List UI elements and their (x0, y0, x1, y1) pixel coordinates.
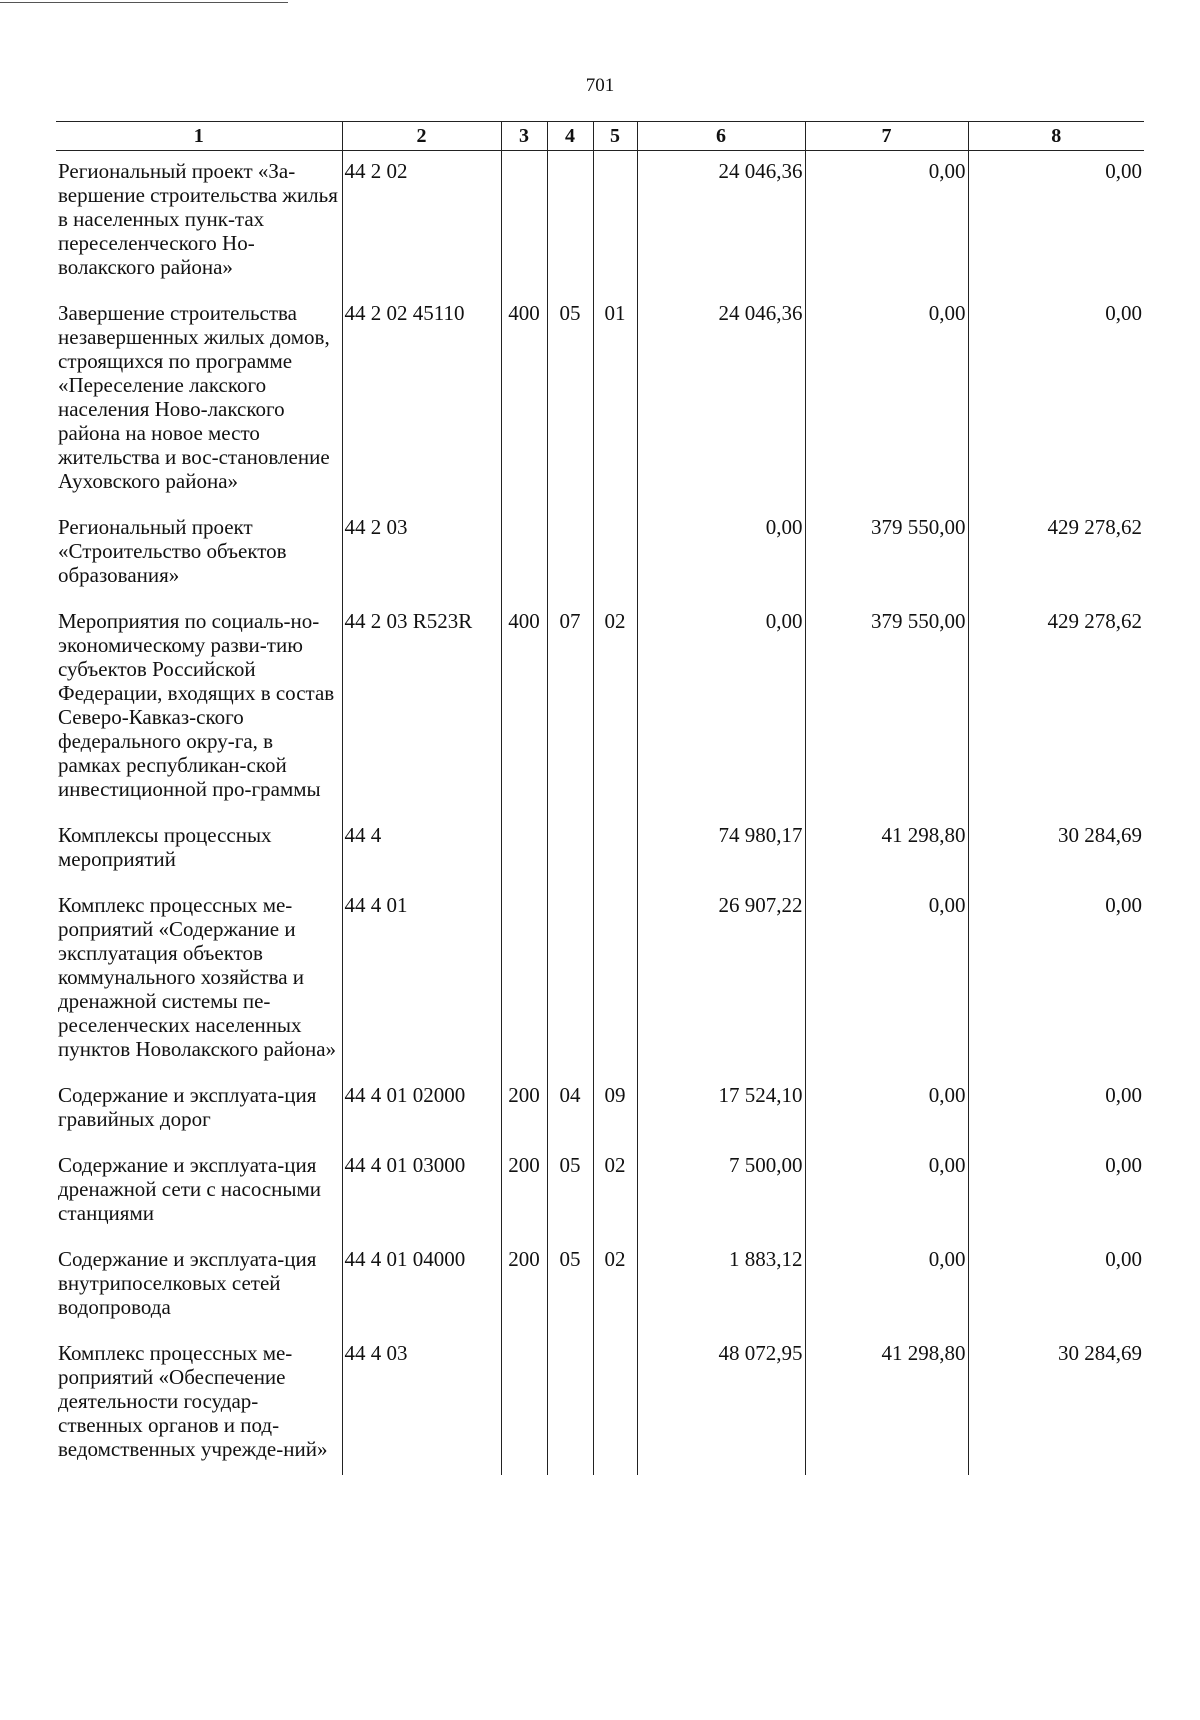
row-code: 44 4 01 03000 (342, 1153, 501, 1247)
row-value-6: 74 980,17 (637, 823, 805, 893)
row-value-8: 0,00 (968, 151, 1144, 302)
row-value-7: 0,00 (805, 151, 968, 302)
row-col-5: 09 (593, 1083, 637, 1153)
row-code: 44 4 03 (342, 1341, 501, 1475)
row-value-7: 0,00 (805, 301, 968, 515)
row-code: 44 4 (342, 823, 501, 893)
row-col-5 (593, 893, 637, 1083)
top-rule (0, 2, 288, 3)
row-code: 44 2 02 45110 (342, 301, 501, 515)
row-col-4: 05 (547, 1153, 593, 1247)
row-col-5: 01 (593, 301, 637, 515)
table-row (56, 151, 1144, 302)
row-col-3 (501, 823, 547, 893)
row-value-7: 41 298,80 (805, 1341, 968, 1475)
table-row (56, 1153, 1144, 1247)
row-value-6: 1 883,12 (637, 1247, 805, 1341)
row-col-4 (547, 515, 593, 609)
row-value-6: 0,00 (637, 515, 805, 609)
row-value-8: 0,00 (968, 1153, 1144, 1247)
row-col-4: 07 (547, 609, 593, 823)
row-name: Содержание и эксплуата-ция гравийных дорог (58, 1083, 317, 1131)
table-row (56, 893, 1144, 1083)
row-value-7: 0,00 (805, 1083, 968, 1153)
row-col-3: 400 (501, 301, 547, 515)
table-header-row (56, 122, 1144, 151)
row-value-6: 26 907,22 (637, 893, 805, 1083)
row-name: Комплекс процессных ме-роприятий «Содержание и эксплуатация объектов коммунального хозяйства и дренажной системы пе-реселенческих населенных пунктов Новолакского района» (58, 893, 337, 1061)
table-row (56, 1341, 1144, 1475)
row-name: Содержание и эксплуата-ция дренажной сети с насосными станциями (58, 1153, 322, 1225)
row-col-3 (501, 893, 547, 1083)
row-col-3: 400 (501, 609, 547, 823)
row-value-8: 0,00 (968, 301, 1144, 515)
row-col-4 (547, 1341, 593, 1475)
row-value-8: 0,00 (968, 1083, 1144, 1153)
table-row (56, 515, 1144, 609)
column-header-3: 3 (501, 122, 547, 151)
row-name: Комплексы процессных мероприятий (58, 823, 272, 871)
row-value-6: 7 500,00 (637, 1153, 805, 1247)
row-col-5: 02 (593, 1247, 637, 1341)
row-name: Комплекс процессных ме-роприятий «Обеспечение деятельности государ-ственных органов и под-ведомственных учрежде-ний» (58, 1341, 328, 1461)
row-value-7: 41 298,80 (805, 823, 968, 893)
row-code: 44 2 02 (342, 151, 501, 302)
column-header-5: 5 (593, 122, 637, 151)
row-col-5 (593, 515, 637, 609)
row-value-7: 379 550,00 (805, 515, 968, 609)
column-header-6: 6 (637, 122, 805, 151)
row-code: 44 4 01 02000 (342, 1083, 501, 1153)
row-col-3: 200 (501, 1247, 547, 1341)
table-row (56, 823, 1144, 893)
row-col-5 (593, 1341, 637, 1475)
column-header-2: 2 (342, 122, 501, 151)
row-name: Региональный проект «За-вершение строительства жилья в населенных пунк-тах переселенческого Но-волакского района» (58, 159, 338, 279)
row-col-4 (547, 893, 593, 1083)
row-value-7: 0,00 (805, 893, 968, 1083)
table-row (56, 301, 1144, 515)
row-value-6: 48 072,95 (637, 1341, 805, 1475)
row-value-7: 0,00 (805, 1247, 968, 1341)
column-header-7: 7 (805, 122, 968, 151)
table-row (56, 1083, 1144, 1153)
column-header-1: 1 (56, 122, 342, 151)
page-number: 701 (585, 75, 615, 96)
row-col-3 (501, 515, 547, 609)
row-value-8: 0,00 (968, 1247, 1144, 1341)
row-col-5 (593, 823, 637, 893)
row-value-8: 30 284,69 (968, 823, 1144, 893)
row-col-3: 200 (501, 1153, 547, 1247)
row-value-8: 429 278,62 (968, 609, 1144, 823)
row-name: Содержание и эксплуата-ция внутрипоселковых сетей водопровода (58, 1247, 317, 1319)
row-value-7: 379 550,00 (805, 609, 968, 823)
row-code: 44 2 03 (342, 515, 501, 609)
row-col-4 (547, 151, 593, 302)
row-value-6: 24 046,36 (637, 301, 805, 515)
row-col-4: 05 (547, 1247, 593, 1341)
row-value-8: 429 278,62 (968, 515, 1144, 609)
column-header-4: 4 (547, 122, 593, 151)
row-value-8: 30 284,69 (968, 1341, 1144, 1475)
row-col-3 (501, 1341, 547, 1475)
row-col-5: 02 (593, 609, 637, 823)
row-col-4: 04 (547, 1083, 593, 1153)
row-col-3 (501, 151, 547, 302)
budget-table (56, 121, 1144, 1475)
row-value-8: 0,00 (968, 893, 1144, 1083)
table-row (56, 1247, 1144, 1341)
row-col-5: 02 (593, 1153, 637, 1247)
row-code: 44 4 01 04000 (342, 1247, 501, 1341)
row-col-3: 200 (501, 1083, 547, 1153)
row-value-6: 0,00 (637, 609, 805, 823)
row-value-6: 24 046,36 (637, 151, 805, 302)
row-col-4: 05 (547, 301, 593, 515)
row-code: 44 2 03 R523R (342, 609, 501, 823)
row-value-6: 17 524,10 (637, 1083, 805, 1153)
row-code: 44 4 01 (342, 893, 501, 1083)
row-name: Мероприятия по социаль-но-экономическому разви-тию субъектов Российской Федерации, входящих в состав Северо-Кавказ-ского федерального окру-га, в рамках республикан-ской инвестиционной про-граммы (58, 609, 335, 801)
table-row (56, 609, 1144, 823)
row-col-4 (547, 823, 593, 893)
row-col-5 (593, 151, 637, 302)
row-name: Региональный проект «Строительство объектов образования» (58, 515, 287, 587)
column-header-8: 8 (968, 122, 1144, 151)
row-value-7: 0,00 (805, 1153, 968, 1247)
row-name: Завершение строительства незавершенных жилых домов, строящихся по программе «Переселение лакского населения Ново-лакского района на новое место жительства и вос-становление Ауховского района» (58, 301, 330, 493)
